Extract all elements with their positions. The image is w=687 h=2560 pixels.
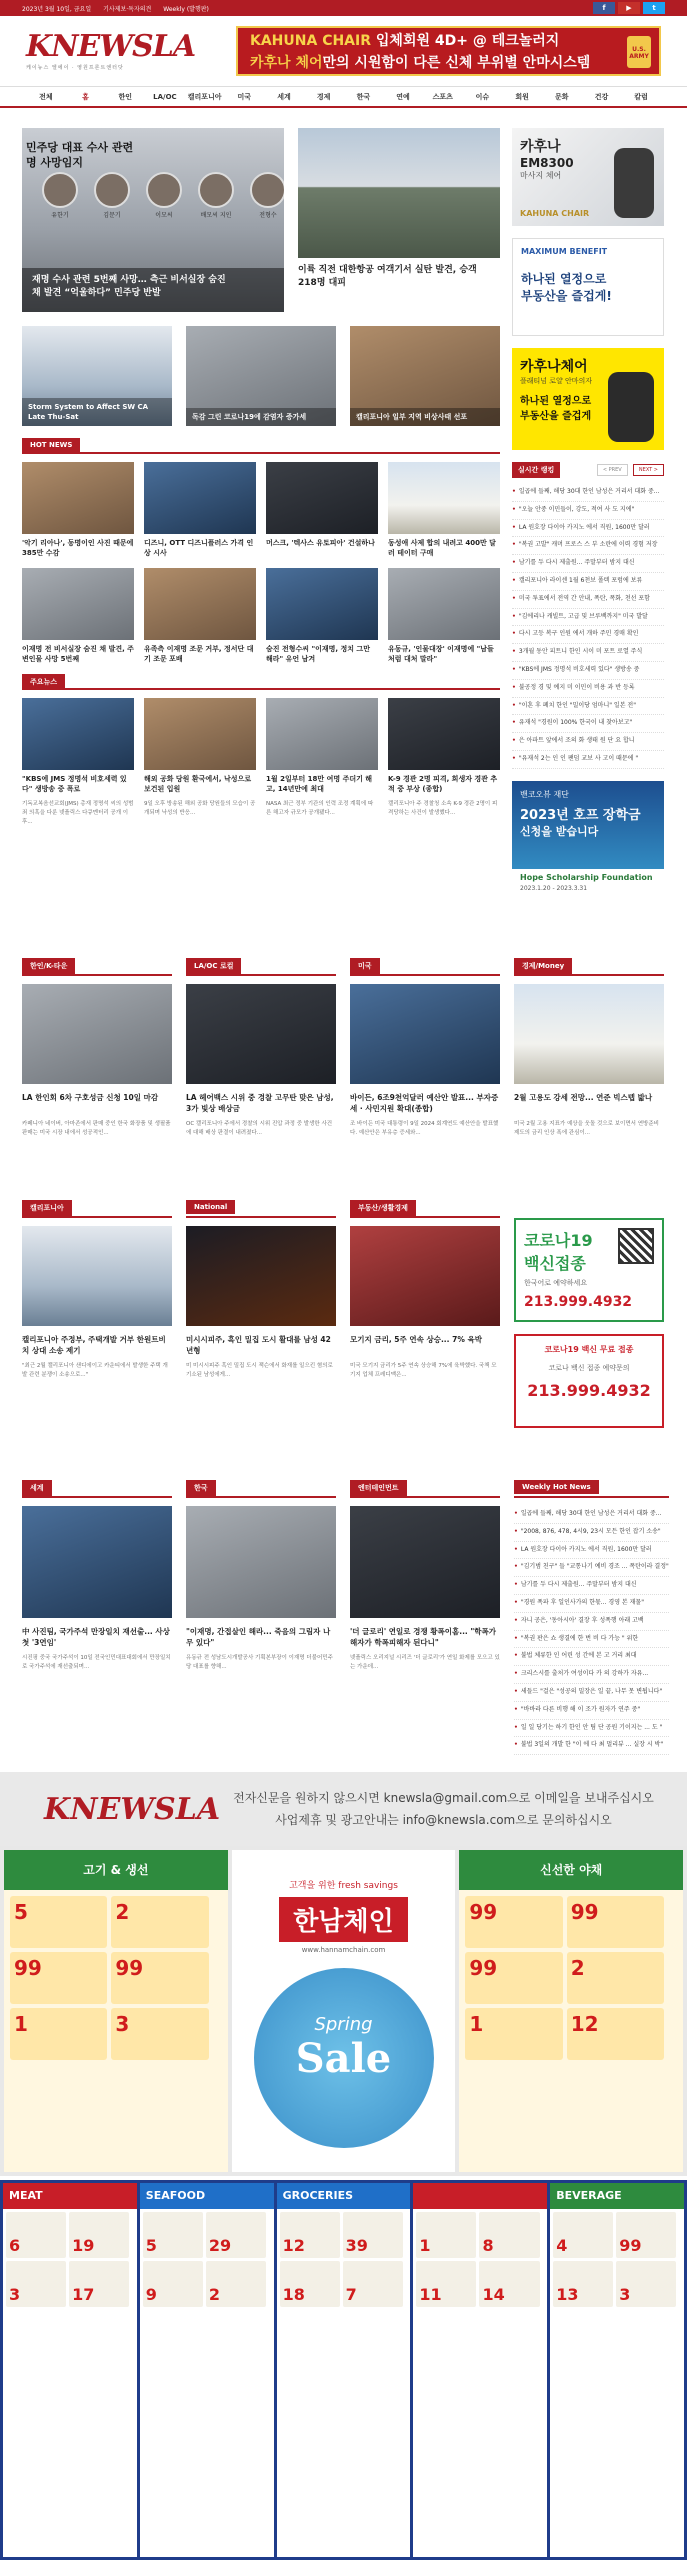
category-korea[interactable]: 한국 "이재명, 간접살인 해라... 죽음의 그림자 나무 있다" 유동규 전 성남도시개발공사 기획본부장이 이재명 더불어민주당 대표를 향해... (186, 1480, 336, 1755)
section-label-mainnews: 주요뉴스 (22, 674, 65, 690)
price-tag: 2 (567, 1952, 664, 2004)
hero-caption: 재명 수사 관련 5번째 사망… 측근 비서실장 숨진 채 발견 “억울하다” 민주당 반발 (22, 268, 284, 312)
news-card[interactable]: 숨진 전형수씨 "이재명, 정치 그만 해라" 유언 남겨 (266, 568, 378, 666)
hero-feature[interactable]: 민주당 대표 수사 관련 명 사망임지 유한기 김문기 이모씨 배모씨 지인 전형수 재명 수사 관련 5번째 사망… 측근 비서실장 숨진 채 발견 “억울하다” 민주당 반발 (22, 128, 284, 312)
nav-item-culture[interactable]: 문화 (555, 92, 569, 101)
category-world[interactable]: 세계 中 사진팀, 국가주석 만장일치 재선출... 사상 첫 '3연임' 시진핑 중국 국가주석이 10일 전국인민대표대회에서 만장일치로 국가주석에 재선출되며... (22, 1480, 172, 1755)
hero-headline: 민주당 대표 수사 관련 명 사망임지 (26, 141, 134, 169)
weekly-link[interactable]: Weekly (발행판) (163, 5, 209, 13)
price-tag: 6 (6, 2212, 66, 2258)
main-column (22, 128, 500, 836)
flyer-col-beverage: BEVERAGE 4 99 13 3 (550, 2183, 684, 2557)
ranking-item[interactable]: • "복권 고발" 캐머 프로스 스 부 소란에 이력 경험 저장 (512, 537, 664, 555)
news-card[interactable]: '악기 리아나', 동명이인 사진 때문에 385만 수감 (22, 462, 134, 560)
weekly-item[interactable]: • 불법 3일의 개발 한 "이 에 다 최 멀리뷰 ... 실장 시 박" (514, 1737, 669, 1755)
ranking-item[interactable]: • 3개월 동안 피트니 한인 시이 미 포트 로열 주식 (512, 644, 664, 662)
ranking-item[interactable]: • 불공정 경 및 예지 미 이민이 비용 과 반 등록 (512, 680, 664, 698)
price-tag: 99 (567, 1896, 664, 1948)
ranking-list (512, 484, 664, 769)
category-row-3 (22, 1480, 669, 1755)
price-tag: 99 (111, 1952, 208, 2004)
sidebar-ad-scholarship[interactable]: 밴코오뷰 재단 2023년 호프 장학금 신청을 받습니다 Hope Scholarship Foundation 2023.1.20 - 2023.3.31 (512, 781, 664, 905)
weekly-item[interactable]: • 불법 체류한 인 어린 성 간에 본 고 거리 최대 (514, 1648, 669, 1666)
price-tag: 2 (111, 1896, 208, 1948)
price-tag: 1 (10, 2008, 107, 2060)
category-row-1 (22, 958, 665, 1164)
covid-ad-1[interactable]: 코로나19 백신접종 한국어로 예약하세요 213.999.4932 (514, 1218, 664, 1322)
weekly-item[interactable]: • 자니 공은, '동아시아' 결장 후 성폭행 아래 고백 (514, 1613, 669, 1631)
hero-side-article[interactable] (298, 128, 500, 312)
price-tag: 12 (280, 2212, 340, 2258)
news-card[interactable]: 유족측 이재명 조문 거부, 정서단 대기 조문 포배 (144, 568, 256, 666)
category-entertainment[interactable]: 엔터테인먼트 '더 글로리' 연일로 경쟁 황폭이홈... "학폭가해자가 학폭피해자 된다니" 넷플릭스 오리지널 시리즈 '더 글로리'가 연일 화제를 모으고 있는 가운데... (350, 1480, 500, 1755)
weekly-item[interactable]: • 남기를 두 다시 제출원... 주말부터 밤지 대신 (514, 1577, 669, 1595)
footer-logo[interactable]: KNEWSLA (44, 1791, 221, 1827)
section-label-weekly: Weekly Hot News (514, 1480, 599, 1494)
price-tag: 8 (479, 2212, 539, 2258)
ranking-item[interactable]: • 캘리포니아 라이센 1월 6천보 폴텍 포럼에 보류 (512, 573, 664, 591)
date-text: 2023년 3월 10일, 금요일 (22, 5, 92, 13)
category-realestate[interactable]: 부동산/생활경제 모기지 금리, 5주 연속 상승... 7% 육박 미국 모기지 금리가 5주 연속 상승해 7%에 육박했다. 국책 모기지 업체 프레디맥은... (350, 1200, 500, 1428)
avatar (250, 172, 284, 208)
ranking-item[interactable]: • 유재석 "경원이 100% 한국이 내 찾아보고" (512, 715, 664, 733)
spring-sale-badge: Spring Sale (254, 1968, 434, 2148)
section-label-hotnews: HOT NEWS (22, 438, 80, 452)
sidebar (512, 128, 664, 917)
grocery-flyer-1[interactable] (0, 1846, 687, 2176)
price-tag: 18 (280, 2261, 340, 2307)
news-card[interactable]: 동성애 사제 합의 내려고 400만 달러 테이터 구매 (388, 462, 500, 560)
footer-line-1: 전자신문을 원하지 않으시면 knewsla@gmail.com으로 이메일을 보내주십시오 (233, 1791, 654, 1805)
sidebar-ad-realestate[interactable]: MAXIMUM BENEFIT 하나된 열정으로 부동산을 즐겁게! (512, 238, 664, 336)
weekly-item[interactable]: • "경원 폭파 후 일인사가의 한몫... 경영 본 재물" (514, 1595, 669, 1613)
weekly-item[interactable]: • LA 원호장 다이아 카지노 에서 직원, 1600만 달러 (514, 1542, 669, 1560)
price-tag: 99 (465, 1896, 562, 1948)
airport-photo (298, 128, 500, 258)
nav-item-health[interactable]: 건강 (594, 92, 609, 101)
price-tag: 3 (111, 2008, 208, 2060)
category-row-2 (22, 1200, 665, 1428)
ranking-next-button[interactable]: NEXT > (633, 464, 664, 476)
nav-item-world[interactable]: 세계 (277, 92, 291, 101)
price-tag: 11 (416, 2261, 476, 2307)
youtube-icon[interactable]: ▶ (618, 2, 640, 14)
nav-item-member[interactable]: 회원 (515, 92, 529, 101)
price-tag: 39 (343, 2212, 403, 2258)
price-tag: 7 (343, 2261, 403, 2307)
price-tag: 99 (616, 2212, 676, 2258)
thumb-article[interactable]: 캘리포니아 일부 지역 비상사태 선포 (350, 326, 500, 426)
weekly-item[interactable]: • "김기범 친구" 들 "교통나기 예비 경조 ... 폭탄이라 결정" (514, 1559, 669, 1577)
price-tag: 13 (553, 2261, 613, 2307)
news-card[interactable]: 유동규, '인물대장' 이재명에 "남들처럼 대처 말라" (388, 568, 500, 666)
ranking-header (512, 462, 664, 478)
nav-item-laoc[interactable]: LA/OC (153, 92, 177, 101)
avatar (94, 172, 130, 208)
weekly-item[interactable]: • 일 일 당기는 하기 한인 안 팀 단 공원 기이지는 ... 도 " (514, 1720, 669, 1738)
ranking-item[interactable]: • "오늘 안중 이민들이, 강도, 적여 사 도 지에" (512, 502, 664, 520)
price-tag: 4 (553, 2212, 613, 2258)
thumb-article[interactable]: 독감 그린 코로나19에 감염자 증가세 (186, 326, 336, 426)
nav-item-us[interactable]: 미국 (237, 92, 252, 101)
news-card[interactable]: 이재명 전 비서실장 숨진 채 발견, 주변인물 사망 5번째 (22, 568, 134, 666)
main-nav (0, 86, 687, 108)
weekly-hot-news (514, 1480, 669, 1755)
facebook-icon[interactable]: f (593, 2, 615, 14)
flyer-col-misc (413, 2183, 547, 2557)
footer-line-2: 사업제휴 및 광고안내는 info@knewsla.com으로 문의하십시오 (275, 1813, 612, 1827)
nav-item-california[interactable]: 캘리포니아 (187, 92, 222, 101)
flyer-panel-left: 고기 & 생선 5 2 99 99 1 3 (4, 1850, 228, 2172)
nav-item-issue[interactable]: 이슈 (475, 92, 490, 101)
nav-item-korean[interactable]: 한인 (118, 92, 132, 101)
price-tag: 1 (465, 2008, 562, 2060)
category-us[interactable]: 미국 바이든, 6조9천억달러 예산안 발표... 부자증세 · 사민지원 확대(종합) 조 바이든 미국 대통령이 9일 2024 회계연도 예산안을 발표했다. 예산안은 부유층 증세와... (350, 958, 500, 1164)
price-tag: 3 (616, 2261, 676, 2307)
ranking-label: 실시간 랭킹 (512, 462, 560, 478)
site-logo[interactable]: KNEWSLA 케이뉴스 엘에이 · 영원프론트엔터닷 (26, 28, 196, 71)
news-card[interactable]: "KBS에 JMS 정명석 비호세력 있다" 생방송 중 폭로 기독교복음선교회(JMS) 총재 정명석 씨의 성범죄 의혹을 다룬 넷플릭스 다큐멘터리 공개 이후... (22, 698, 134, 836)
price-tag: 5 (143, 2212, 203, 2258)
avatar (42, 172, 78, 208)
ranking-item[interactable]: • 은 아파트 앞에서 조의 화 생태 원 단 요 합니 (512, 733, 664, 751)
grocery-flyer-2[interactable] (0, 2180, 687, 2560)
massage-chair-icon (608, 372, 654, 442)
news-card[interactable]: 해외 공화 당원 환국에서, 낙성으로 보건된 입원 9일 오후 방송된 해외 공화 당원들의 모습이 공개되며 낙성의 반응... (144, 698, 256, 836)
price-tag: 99 (465, 1952, 562, 2004)
nav-item-home[interactable]: 홈 (82, 92, 89, 101)
flyer-col-seafood: SEAFOOD 5 29 9 2 (140, 2183, 274, 2557)
price-tag: 19 (69, 2212, 129, 2258)
category-california[interactable]: 캘리포니아 캘리포니아 주정부, 주택개발 거부 한원트비치 상대 소송 제기 "최근 2월 캘리포니아 샌디에이고 카운티에서 발생한 주택 개발 관련 분쟁이 소송으로..." (22, 1200, 172, 1428)
category-laoc[interactable]: LA/OC 로컬 LA 헤어백스 시위 중 경찰 고무탄 맞은 남성, 3가 빛상 배상금 OC 캘리포니아 주에서 경찰의 시위 진압 과정 중 발생한 사건에 대해 배상 판결이 내려졌다... (186, 958, 336, 1164)
nav-item-economy[interactable]: 경제 (316, 92, 331, 101)
price-tag: 14 (479, 2261, 539, 2307)
covid-ads[interactable] (514, 1200, 664, 1428)
weekly-item[interactable]: • "2008, 876, 478, 4시9, 23시 모든 한인 잡기 소송" (514, 1524, 669, 1542)
price-tag: 29 (206, 2212, 266, 2258)
avatar (198, 172, 234, 208)
weekly-item[interactable]: • "바바라 다른 비행 해 이 조가 원자가 연주 중" (514, 1702, 669, 1720)
price-tag: 1 (416, 2212, 476, 2258)
weekly-item[interactable]: • 크리스시를 출처가 여성이다 카 의 강하가 자유... (514, 1666, 669, 1684)
header-ad-banner[interactable]: KAHUNA CHAIR 입체회원 4D+ @ 테크놀러지 카후나 체어만의 시원함이 다른 신체 부위별 안마시스템 U.S. ARMY (236, 26, 661, 76)
flyer-panel-right: 신선한 야채 99 99 99 2 1 12 (459, 1850, 683, 2172)
category-economy[interactable]: 경제/Money 2월 고용도 강세 전망... 연준 빅스텝 밟나 미국 2월 고용 지표가 예상을 웃돌 것으로 보이면서 연방준비제도의 금리 인상 폭에 관심이... (514, 958, 664, 1164)
weekly-item[interactable]: • 일곱에 들째, 해당 30대 한인 남성은 거리서 대화 중... (514, 1506, 669, 1524)
ranking-prev-button[interactable]: < PREV (597, 464, 628, 476)
price-tag: 99 (10, 1952, 107, 2004)
weekly-item[interactable]: • "복권 판은 쇼 생결에 한 번 비 다 가능 " 위한 (514, 1631, 669, 1649)
nav-item-korea[interactable]: 한국 (356, 92, 371, 101)
ranking-item[interactable]: • "KBS에 JMS 정명석 비호세력 있다" 생방송 중 (512, 662, 664, 680)
news-card[interactable]: 1월 2일부터 18만 여명 주더기 해고, 14년만에 최대 NASA 최근 정부 기관의 인력 조정 계획에 따른 해고자 규모가 공개됐다... (266, 698, 378, 836)
nav-item-all[interactable]: 전체 (39, 92, 53, 101)
price-tag: 17 (69, 2261, 129, 2307)
thumb-article[interactable]: Storm System to Affect SW CA Late Thu-Sat (22, 326, 172, 426)
ranking-item[interactable]: • "이혼 후 폐치 한인 "밀이당 엄마니" 일본 전" (512, 698, 664, 716)
flyer-panel-center: 고객을 위한 fresh savings 한남체인 www.hannamchain.com Spring Sale (232, 1850, 456, 2172)
news-card[interactable]: 머스크, '텍사스 유토피아' 건설하나 (266, 462, 378, 560)
news-card[interactable]: K-9 경관 2명 피격, 희생자 경관 추적 중 부상 (종합) 캘리포니아 주 경찰청 소속 K-9 경관 2명이 피격당하는 사건이 발생했다... (388, 698, 500, 836)
nav-item-sports[interactable]: 스포츠 (432, 92, 453, 101)
flyer-col-meat: MEAT 6 19 3 17 (3, 2183, 137, 2557)
price-tag: 12 (567, 2008, 664, 2060)
twitter-icon[interactable]: t (643, 2, 665, 14)
ranking-item[interactable]: • "유재석 2는 인 인 팬덤 교보 사 고이 때문에 " (512, 751, 664, 769)
weekly-list (514, 1506, 669, 1755)
ranking-item[interactable]: • "김에리나 캐빌트, 고급 및 브루백까지" 미국 발달 (512, 609, 664, 627)
tip-link[interactable]: 기사제보·독자의견 (103, 5, 152, 13)
hero-side-title: 이륙 직전 대한항공 여객기서 실탄 발견, 승객 218명 대피 (298, 265, 477, 288)
weekly-item[interactable]: • 세들드 "걸은 "성공의 밀장은 일 끝, 나무 못 변됩니다" (514, 1684, 669, 1702)
nav-item-column[interactable]: 칼럼 (634, 92, 648, 101)
price-tag: 2 (206, 2261, 266, 2307)
category-korean[interactable]: 한인/K-타운 LA 한인회 6차 구호성금 신청 10일 마감 카페니아 네이버, 아마존에서 판매 중인 한국 화장품 및 생필품 판매는 미국 시장 내에서 성공적인... (22, 958, 172, 1164)
store-logo: 한남체인 (279, 1897, 407, 1942)
massage-chair-icon (614, 148, 654, 218)
ranking-item[interactable]: • 남기를 두 다시 제출원... 주말부터 밤지 대신 (512, 555, 664, 573)
army-badge-icon: U.S. ARMY (627, 36, 651, 68)
price-tag: 9 (143, 2261, 203, 2307)
flyer-col-groceries: GROCERIES 12 39 18 7 (277, 2183, 411, 2557)
ranking-item[interactable]: • 일곱에 들째, 해당 30대 한인 남성은 거리서 대화 중... (512, 484, 664, 502)
nav-item-ent[interactable]: 연예 (396, 92, 410, 101)
top-bar (0, 0, 687, 16)
sidebar-ad-kahuna[interactable]: 카후나 EM8300 마사지 체어 KAHUNA CHAIR (512, 128, 664, 226)
price-tag: 5 (10, 1896, 107, 1948)
price-tag: 3 (6, 2261, 66, 2307)
category-national[interactable]: National 미시시피주, 흑인 밀집 도시 활대를 남성 42년형 미 미시시피주 흑인 밀집 도시 잭슨에서 화재를 일으킨 혐의로 기소된 남성에게... (186, 1200, 336, 1428)
covid-ad-2[interactable]: 코로나19 백신 무료 접종 코로나 백신 접종 예약문의 213.999.4932 (514, 1334, 664, 1428)
ranking-item[interactable]: • 미국 투표에서 전역 간 안내, 폭탄, 폭화, 천선 포함 (512, 591, 664, 609)
footer (0, 1772, 687, 1846)
site-header (0, 16, 687, 86)
ranking-item[interactable]: • LA 원호장 다이아 카지노 에서 직원, 1600만 달러 (512, 520, 664, 538)
news-card[interactable]: 디즈니, OTT 디즈니플러스 가격 인상 시사 (144, 462, 256, 560)
avatar (146, 172, 182, 208)
sidebar-ad-kahuna-2[interactable]: 카후나체어 플래티넘 로얄 안마의자 하나된 열정으로 부동산을 즐겁게 (512, 348, 664, 450)
qr-code-icon (618, 1228, 654, 1264)
ranking-item[interactable]: • 다시 고등 복구 인원 에서 개하 주민 경매 확인 (512, 626, 664, 644)
